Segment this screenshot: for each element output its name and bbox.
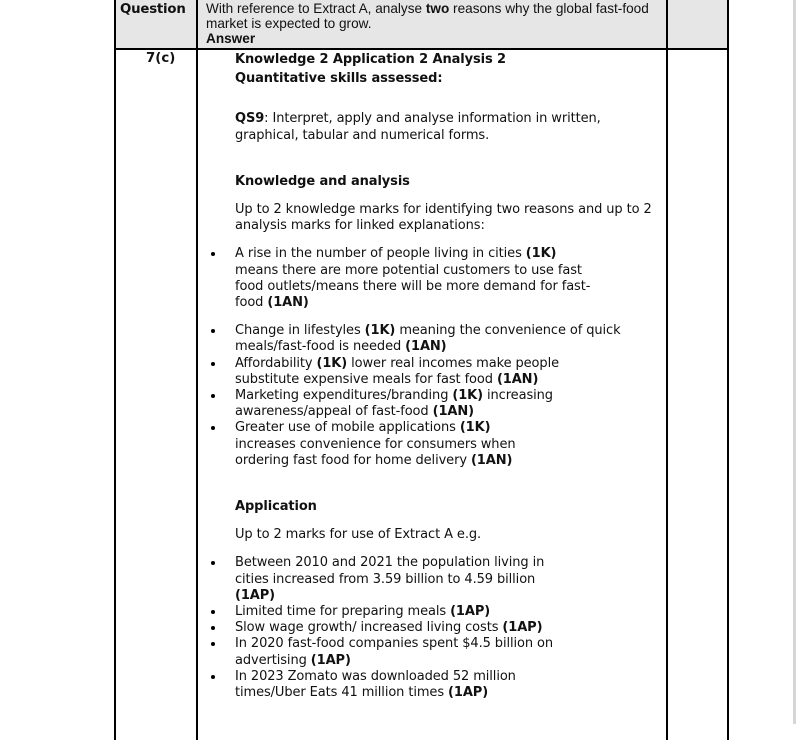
knowledge-heading: Knowledge and analysis: [235, 173, 410, 189]
mark-code: (1K): [525, 246, 557, 262]
item-text: means there are more potential customers to use fast food outlets/means there will be more demand for fast-food: [235, 262, 591, 311]
mark-code: (1AN): [405, 339, 447, 355]
knowledge-list: [235, 246, 665, 469]
question-text-end: reasons why the global fast-food market is expected to grow.: [206, 1, 649, 31]
answer-cell: [235, 50, 665, 701]
marks-heading: Knowledge 2 Application 2 Analysis 2: [235, 52, 507, 67]
list-item: [235, 669, 665, 701]
list-item: [235, 356, 665, 388]
item-text: Greater use of mobile applications: [235, 420, 460, 436]
application-heading: Application: [235, 499, 317, 515]
mark-scheme-table: [114, 0, 729, 740]
mark-code: (1AP): [502, 620, 543, 636]
question-text-emphasis: two: [425, 1, 450, 16]
bullet-icon: [211, 362, 215, 366]
column-divider: [666, 0, 668, 740]
item-text: meaning the convenience of quick meals/fast-food is needed: [235, 323, 621, 355]
item-text: In 2020 fast-food companies spent $4.5 billion on advertising: [235, 636, 554, 668]
mark-code: (1K): [459, 420, 491, 436]
question-prompt: [206, 1, 656, 46]
bullet-icon: [211, 394, 215, 398]
list-item: [235, 420, 665, 469]
item-text: increases convenience for consumers when ordering fast food for home delivery: [235, 436, 516, 468]
mark-code: (1AP): [448, 685, 489, 701]
application-intro: Up to 2 marks for use of Extract A e.g.: [235, 527, 482, 543]
mark-code: (1AP): [235, 587, 276, 603]
bullet-icon: [211, 329, 215, 333]
mark-code: (1K): [316, 355, 348, 371]
qs-code: QS9: [235, 111, 265, 127]
mark-code: (1K): [452, 388, 483, 404]
qs-heading: Quantitative skills assessed:: [235, 71, 443, 87]
mark-code: (1K): [364, 323, 396, 339]
list-item: [235, 604, 665, 620]
qs-text: : Interpret, apply and analyse information in written, graphical, tabular and numerical forms.: [235, 111, 601, 143]
list-item: [235, 636, 665, 668]
bullet-icon: [211, 675, 215, 679]
question-number: 7(c): [146, 51, 176, 66]
qs-description: [235, 111, 665, 143]
list-item: [235, 555, 665, 604]
mark-code: (1AN): [470, 452, 513, 468]
answer-column-header: Answer: [206, 31, 256, 46]
bullet-icon: [211, 426, 215, 430]
item-text: increasing awareness/appeal of fast-food: [235, 388, 553, 420]
item-text: Slow wage growth/ increased living costs: [235, 620, 503, 636]
mark-code: (1AN): [496, 371, 539, 387]
item-text: Limited time for preparing meals: [235, 604, 451, 620]
column-divider: [196, 0, 198, 740]
item-text: A rise in the number of people living in cities: [235, 246, 526, 262]
item-text: Marketing expenditures/branding: [235, 388, 453, 404]
bullet-icon: [211, 252, 215, 256]
table-header-row: [116, 0, 727, 50]
bullet-icon: [211, 642, 215, 646]
mark-code: (1AP): [450, 604, 491, 620]
mark-code: (1AP): [310, 652, 351, 668]
item-text: Between 2010 and 2021 the population living in cities increased from 3.59 billion to 4.59 billion: [235, 555, 545, 587]
item-text: Affordability: [235, 355, 317, 371]
bullet-icon: [211, 610, 215, 614]
application-list: [235, 555, 665, 701]
list-item: [235, 323, 665, 355]
knowledge-intro: Up to 2 knowledge marks for identifying two reasons and up to 2 analysis marks for linked explanations:: [235, 202, 652, 234]
list-item: [235, 246, 665, 311]
mark-code: (1AN): [267, 295, 309, 311]
list-item: [235, 388, 665, 420]
item-text: lower real incomes make people substitute expensive meals for fast food: [235, 355, 559, 387]
bullet-icon: [211, 626, 215, 630]
question-column-header: Question: [120, 2, 186, 17]
bullet-icon: [211, 561, 215, 565]
question-text-start: With reference to Extract A, analyse: [206, 1, 426, 16]
item-text: In 2023 Zomato was downloaded 52 million times/Uber Eats 41 million times: [235, 668, 516, 701]
list-item: [235, 620, 665, 636]
item-text: Change in lifestyles: [235, 323, 365, 339]
mark-code: (1AN): [432, 404, 474, 420]
